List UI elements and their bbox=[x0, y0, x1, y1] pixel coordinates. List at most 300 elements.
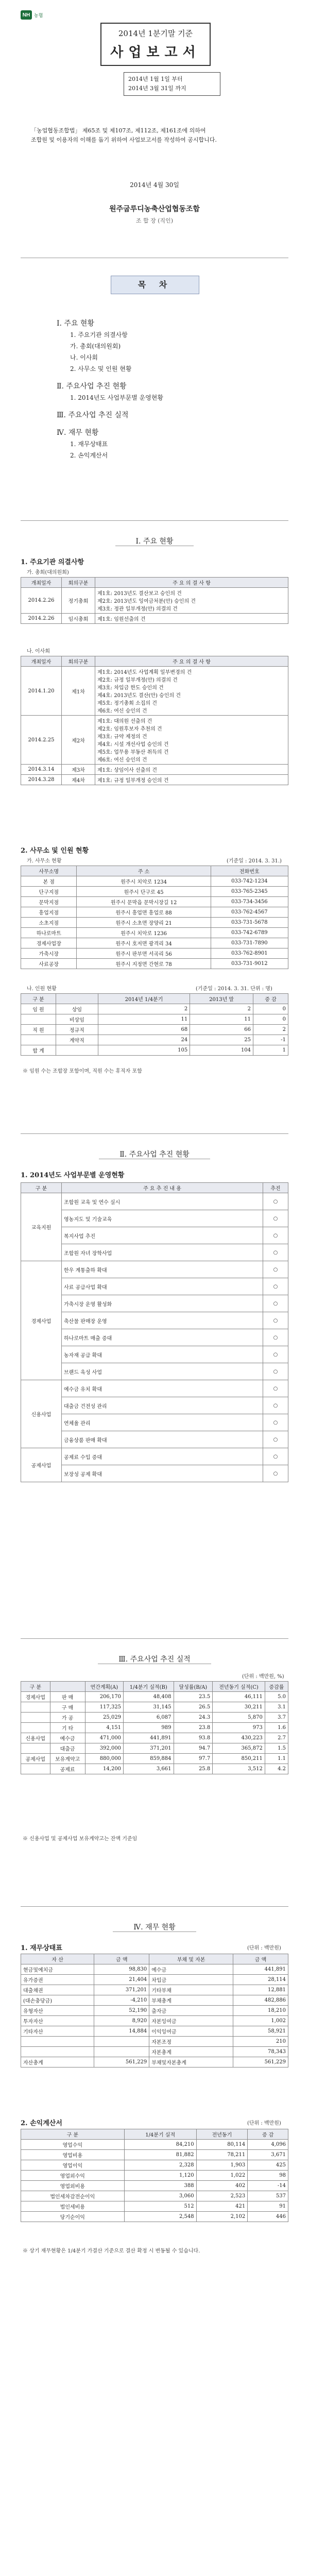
table-header-cell: 2014년 1/4분기 bbox=[98, 994, 190, 1004]
table-cell: -4,210 bbox=[94, 1995, 149, 2006]
table-cell: 033-731-9012 bbox=[211, 959, 288, 969]
table-header-cell: 1/4분기 실적(B) bbox=[124, 1682, 174, 1692]
table-cell: 392,000 bbox=[85, 1743, 123, 1754]
table-cell: 영업외수익 bbox=[21, 2171, 125, 2181]
table-header-row bbox=[21, 1954, 288, 1964]
table-header-cell: 회의구분 bbox=[62, 578, 95, 588]
table-row bbox=[21, 2160, 288, 2171]
table-row bbox=[21, 1975, 288, 1985]
table-cell: 425 bbox=[248, 2160, 288, 2171]
table-cell: 482,886 bbox=[233, 1995, 288, 2006]
table-cell: 2 bbox=[190, 1004, 253, 1014]
agenda-item: 제6호: 여신 승인의 건 bbox=[97, 708, 147, 714]
table-cell: 2.7 bbox=[265, 1733, 288, 1743]
business-mark: ○ bbox=[263, 1448, 288, 1465]
toc-section: Ⅰ. 주요 현황 bbox=[57, 319, 94, 328]
table-header-cell: 개최일자 bbox=[21, 656, 62, 667]
table-header-row bbox=[21, 656, 288, 667]
table-cell: 4.2 bbox=[265, 1764, 288, 1774]
table-cell: 402 bbox=[196, 2181, 248, 2191]
meeting-date: 2014.2.26 bbox=[21, 588, 62, 614]
table-cell: 446 bbox=[248, 2212, 288, 2222]
table-cell: 14,884 bbox=[94, 2026, 149, 2037]
table-cell: 예수금 bbox=[149, 1964, 233, 1975]
table-cell: 2,523 bbox=[196, 2191, 248, 2201]
office-table-wrap bbox=[21, 866, 288, 969]
table-cell: 원주시 흥업면 흥업로 88 bbox=[77, 907, 211, 918]
meeting-date: 2014.3.14 bbox=[21, 765, 62, 775]
table-cell: 1,903 bbox=[196, 2160, 248, 2171]
table-cell: 98 bbox=[248, 2171, 288, 2181]
table-cell: 예수금 bbox=[50, 1733, 85, 1743]
table-cell: 이익잉여금 bbox=[149, 2026, 233, 2037]
staff-table-wrap bbox=[21, 993, 288, 1056]
table-header-cell: 추진 bbox=[263, 1183, 288, 1193]
table-cell: 18,210 bbox=[233, 2006, 288, 2016]
table-cell: 033-742-6789 bbox=[211, 928, 288, 938]
business-table bbox=[21, 1182, 288, 1482]
table-header-cell: 주 요 의 결 사 항 bbox=[95, 656, 288, 667]
business-item: 대출금 건전성 관리 bbox=[62, 1397, 263, 1414]
meeting-items bbox=[95, 775, 288, 785]
section-title-2: Ⅱ. 주요사업 추진 현황 bbox=[0, 1149, 309, 1159]
table-row bbox=[21, 2181, 288, 2191]
table-cell: 원주시 판부면 서곡리 56 bbox=[77, 948, 211, 959]
period-from: 2014년 1월 1일 부터 bbox=[128, 76, 183, 82]
table-cell: 유형자산 bbox=[21, 2006, 94, 2016]
table-header-cell: 증 감 bbox=[248, 2129, 288, 2140]
business-mark: ○ bbox=[263, 1295, 288, 1312]
table-row bbox=[21, 876, 288, 887]
table-row bbox=[21, 1702, 288, 1713]
table-cell: 98,830 bbox=[94, 1964, 149, 1975]
table-row bbox=[21, 1014, 288, 1025]
business-mark: ○ bbox=[263, 1465, 288, 1482]
agenda-item: 제2호: 2013년도 잉여금처분(안) 승인의 건 bbox=[97, 599, 196, 604]
sub-title-decisions: 1. 주요기관 의결사항 bbox=[21, 558, 84, 566]
meeting-kind: 제3차 bbox=[62, 765, 95, 775]
table-cell: 94.7 bbox=[174, 1743, 213, 1754]
table-header-cell: 금 액 bbox=[233, 1954, 288, 1964]
table-cell: 출자금 bbox=[149, 2006, 233, 2016]
business-group: 경제사업 bbox=[21, 1261, 62, 1380]
sub-title-board: 나. 이사회 bbox=[27, 649, 50, 654]
table-row bbox=[21, 1723, 288, 1733]
table-row bbox=[21, 775, 288, 785]
table-cell: 105 bbox=[98, 1045, 190, 1056]
table-cell: 58,921 bbox=[233, 2026, 288, 2037]
table-cell: 공제료 bbox=[50, 1764, 85, 1774]
table-row bbox=[21, 1193, 288, 1210]
table-row bbox=[21, 959, 288, 969]
balance-sheet-wrap bbox=[21, 1954, 288, 2067]
table-cell: 기 타 bbox=[50, 1723, 85, 1733]
meeting-items bbox=[95, 614, 288, 624]
table-cell bbox=[94, 2037, 149, 2047]
table-row bbox=[21, 588, 288, 614]
office-date-note: (기준일 : 2014. 3. 31.) bbox=[227, 858, 282, 864]
table-cell: 정규직 bbox=[56, 1025, 98, 1035]
business-mark: ○ bbox=[263, 1227, 288, 1244]
business-item: 가축시장 운영 활성화 bbox=[62, 1295, 263, 1312]
table-header-cell: 자 산 bbox=[21, 1954, 94, 1964]
performance-table bbox=[21, 1681, 288, 1774]
table-cell: 1.1 bbox=[265, 1754, 288, 1764]
table-cell: 512 bbox=[124, 2201, 196, 2212]
divider bbox=[21, 1906, 288, 1907]
table-cell: 441,891 bbox=[233, 1964, 288, 1975]
meeting-items bbox=[95, 667, 288, 716]
board-table bbox=[21, 656, 288, 785]
business-mark: ○ bbox=[263, 1329, 288, 1346]
business-item: 농자재 공급 확대 bbox=[62, 1346, 263, 1363]
business-item: 연체율 관리 bbox=[62, 1414, 263, 1431]
nh-logo bbox=[21, 10, 43, 20]
table-cell: 033-762-4567 bbox=[211, 907, 288, 918]
meeting-date: 2014.3.28 bbox=[21, 775, 62, 785]
divider bbox=[21, 1638, 288, 1639]
agenda-item: 제4호: 2013년도 결산(안) 승인의 건 bbox=[97, 693, 181, 699]
table-row bbox=[21, 1995, 288, 2006]
table-cell: 033-734-3456 bbox=[211, 897, 288, 907]
table-cell bbox=[21, 1702, 50, 1713]
business-mark: ○ bbox=[263, 1363, 288, 1380]
agenda-item: 제1호: 2014년도 사업계획 일부변경의 건 bbox=[97, 670, 192, 675]
meeting-items bbox=[95, 716, 288, 765]
table-row bbox=[21, 667, 288, 716]
toc-item: 가. 총회(대의원회) bbox=[70, 343, 121, 350]
table-cell: 본 점 bbox=[21, 876, 77, 887]
table-header-cell: 증감률 bbox=[265, 1682, 288, 1692]
table-cell: 1.6 bbox=[265, 1723, 288, 1733]
table-header-cell: 주 요 의 결 사 항 bbox=[95, 578, 288, 588]
agenda-item: 제5호: 정기총회 소집의 건 bbox=[97, 701, 157, 706]
table-cell: 0 bbox=[253, 1014, 288, 1025]
table-row bbox=[21, 1754, 288, 1764]
table-cell: 388 bbox=[124, 2181, 196, 2191]
table-cell: 1,022 bbox=[196, 2171, 248, 2181]
table-cell: 원주시 단구로 45 bbox=[77, 887, 211, 897]
table-header-cell: 증 감 bbox=[253, 994, 288, 1004]
table-cell: 보유계약고 bbox=[50, 1754, 85, 1764]
table-cell: 78,211 bbox=[196, 2150, 248, 2160]
table-header-cell: 부채 및 자본 bbox=[149, 1954, 233, 1964]
table-row bbox=[21, 1713, 288, 1723]
section-title-3: Ⅲ. 주요사업 추진 실적 bbox=[0, 1654, 309, 1664]
notice-line: 조합원 및 이용자의 이해를 돕기 위하여 사업보고서를 작성하여 공시합니다. bbox=[31, 137, 217, 143]
table-cell: 상임 bbox=[56, 1004, 98, 1014]
table-header-cell: 구 분 bbox=[21, 1682, 50, 1692]
table-cell: 현금및예치금 bbox=[21, 1964, 94, 1975]
business-item: 브랜드 육성 사업 bbox=[62, 1363, 263, 1380]
table-cell: 영업수익 bbox=[21, 2140, 125, 2150]
table-cell: 2 bbox=[98, 1004, 190, 1014]
table-header-row bbox=[21, 994, 288, 1004]
balance-sheet-table bbox=[21, 1954, 288, 2067]
business-mark: ○ bbox=[263, 1380, 288, 1397]
business-mark: ○ bbox=[263, 1312, 288, 1329]
notice bbox=[31, 126, 278, 145]
table-cell: 561,229 bbox=[94, 2057, 149, 2067]
title-line2: 사업보고서 bbox=[110, 45, 201, 60]
meeting-kind: 임시총회 bbox=[62, 614, 95, 624]
agenda-item: 제1호: 대의원 선출의 건 bbox=[97, 719, 152, 724]
business-item: 공제료 수입 증대 bbox=[62, 1448, 263, 1465]
logo-sub: 농협 bbox=[34, 12, 43, 18]
table-cell: 비상임 bbox=[56, 1014, 98, 1025]
table-cell: 자산총계 bbox=[21, 2057, 94, 2067]
table-cell: 사료공장 bbox=[21, 959, 77, 969]
business-group: 신용사업 bbox=[21, 1380, 62, 1448]
divider bbox=[21, 1133, 288, 1134]
table-header-cell: 구 분 bbox=[21, 994, 56, 1004]
business-table-wrap bbox=[21, 1182, 288, 1482]
meeting-kind: 정기총회 bbox=[62, 588, 95, 614]
toc-item: 2. 손익계산서 bbox=[70, 452, 108, 459]
table-cell: 421 bbox=[196, 2201, 248, 2212]
business-mark: ○ bbox=[263, 1261, 288, 1278]
business-item: 보장성 공제 확대 bbox=[62, 1465, 263, 1482]
table-header-cell: 달성률(B/A) bbox=[174, 1682, 213, 1692]
table-cell: 투자자산 bbox=[21, 2016, 94, 2026]
staff-table bbox=[21, 993, 288, 1056]
table-cell bbox=[21, 1723, 50, 1733]
table-header-cell: 전년동기 실적(C) bbox=[213, 1682, 265, 1692]
table-cell: 537 bbox=[248, 2191, 288, 2201]
assembly-table-wrap bbox=[21, 577, 288, 624]
table-cell: 영업이익 bbox=[21, 2160, 125, 2171]
table-cell: 자본총계 bbox=[149, 2047, 233, 2057]
sub-title-balance-sheet: 1. 재무상태표 bbox=[21, 1944, 62, 1952]
table-row bbox=[21, 614, 288, 624]
pl-unit-note: (단위 : 백만원) bbox=[247, 2121, 281, 2126]
agenda-item: 제2호: 임원후보자 추천의 건 bbox=[97, 726, 162, 732]
table-row bbox=[21, 1045, 288, 1056]
table-row bbox=[21, 1985, 288, 1995]
table-row bbox=[21, 1964, 288, 1975]
table-header-row bbox=[21, 578, 288, 588]
table-cell: 561,229 bbox=[233, 2057, 288, 2067]
meeting-date: 2014.2.25 bbox=[21, 716, 62, 765]
table-cell: 28,114 bbox=[233, 1975, 288, 1985]
toc-item: 1. 2014년도 사업부문별 운영현황 bbox=[70, 394, 163, 401]
table-row bbox=[21, 2037, 288, 2047]
table-row bbox=[21, 2191, 288, 2201]
meeting-date: 2014.1.20 bbox=[21, 667, 62, 716]
table-of-contents bbox=[57, 312, 263, 461]
table-row bbox=[21, 1733, 288, 1743]
bs-unit-note: (단위 : 백만원) bbox=[247, 1945, 281, 1951]
table-cell: 850,211 bbox=[213, 1754, 265, 1764]
table-cell: 영업비용 bbox=[21, 2150, 125, 2160]
table-cell bbox=[21, 1764, 50, 1774]
table-cell: 11 bbox=[98, 1014, 190, 1025]
table-cell: 유가증권 bbox=[21, 1975, 94, 1985]
table-header-cell: 사무소명 bbox=[21, 866, 77, 876]
table-cell: 12,881 bbox=[233, 1985, 288, 1995]
agenda-item: 제3호: 정관 일부개정(안) 의결의 건 bbox=[97, 606, 178, 612]
notice-line: 「농업협동조합법」 제65조 및 제107조, 제112조, 제161조에 의하여 bbox=[31, 127, 206, 134]
toc-item: 1. 재무상태표 bbox=[70, 440, 108, 448]
table-row bbox=[21, 938, 288, 948]
org-name: 원주굽루디농축산업협동조합 bbox=[109, 205, 200, 213]
table-header-row bbox=[21, 1183, 288, 1193]
table-cell: 2,328 bbox=[124, 2160, 196, 2171]
office-table bbox=[21, 866, 288, 969]
table-cell: 25.8 bbox=[174, 1764, 213, 1774]
business-mark: ○ bbox=[263, 1414, 288, 1431]
sub-title-offices: 2. 사무소 및 인원 현황 bbox=[21, 847, 89, 855]
toc-section: Ⅲ. 주요사업 추진 실적 bbox=[57, 411, 129, 419]
table-cell: 25 bbox=[190, 1035, 253, 1045]
business-mark: ○ bbox=[263, 1244, 288, 1261]
table-cell: 1 bbox=[253, 1045, 288, 1056]
table-header-cell bbox=[56, 994, 98, 1004]
table-cell: 033-742-1234 bbox=[211, 876, 288, 887]
table-header-row bbox=[21, 1682, 288, 1692]
table-cell: 48,408 bbox=[124, 1692, 174, 1702]
table-cell: 직 원 bbox=[21, 1025, 56, 1035]
table-cell: 81,882 bbox=[124, 2150, 196, 2160]
table-cell bbox=[21, 1014, 56, 1025]
business-item: 한우 계통출하 확대 bbox=[62, 1261, 263, 1278]
table-cell: 부채총계 bbox=[149, 1995, 233, 2006]
staff-date-note: (기준일 : 2014. 3. 31. 단위 : 명) bbox=[196, 986, 272, 992]
business-mark: ○ bbox=[263, 1210, 288, 1227]
perf-unit-note: (단위 : 백만원, %) bbox=[242, 1674, 284, 1680]
agenda-item: 제1호: 2013년도 결산보고 승인의 건 bbox=[97, 591, 182, 597]
table-row bbox=[21, 2171, 288, 2181]
table-row bbox=[21, 2006, 288, 2016]
table-cell: 46,111 bbox=[213, 1692, 265, 1702]
toc-section: Ⅳ. 재무 현황 bbox=[57, 429, 99, 437]
agenda-item: 제2호: 규정 일부개정(안) 의결의 건 bbox=[97, 677, 178, 683]
table-row bbox=[21, 2057, 288, 2067]
table-row bbox=[21, 948, 288, 959]
table-row bbox=[21, 765, 288, 775]
table-cell: 1,002 bbox=[233, 2016, 288, 2026]
table-row bbox=[21, 1025, 288, 1035]
table-cell: 기타부채 bbox=[149, 1985, 233, 1995]
table-cell: 대출채권 bbox=[21, 1985, 94, 1995]
table-header-cell: 전화번호 bbox=[211, 866, 288, 876]
table-header-cell: 1/4분기 실적 bbox=[124, 2129, 196, 2140]
table-row bbox=[21, 2140, 288, 2150]
table-row bbox=[21, 1764, 288, 1774]
business-item: 영농지도 및 기술교육 bbox=[62, 1210, 263, 1227]
table-cell: 78,343 bbox=[233, 2047, 288, 2057]
table-row bbox=[21, 1743, 288, 1754]
table-cell: 210 bbox=[233, 2037, 288, 2047]
table-header-cell: 개최일자 bbox=[21, 578, 62, 588]
table-cell: 24.3 bbox=[174, 1713, 213, 1723]
table-cell: 25,029 bbox=[85, 1713, 123, 1723]
table-cell: 880,000 bbox=[85, 1754, 123, 1764]
title-line1: 2014년 1분기말 기준 bbox=[118, 29, 193, 38]
table-cell: 구 매 bbox=[50, 1702, 85, 1713]
table-cell: 989 bbox=[124, 1723, 174, 1733]
business-mark: ○ bbox=[263, 1193, 288, 1210]
table-cell: 430,223 bbox=[213, 1733, 265, 1743]
table-cell: 033-765-2345 bbox=[211, 887, 288, 897]
table-cell: 소초지점 bbox=[21, 918, 77, 928]
table-row bbox=[21, 2150, 288, 2160]
table-cell: 경제사업장 bbox=[21, 938, 77, 948]
agenda-item: 제3호: 규약 제정의 건 bbox=[97, 734, 147, 740]
table-cell: 기타자산 bbox=[21, 2026, 94, 2037]
table-cell: 3,512 bbox=[213, 1764, 265, 1774]
table-cell: 0 bbox=[253, 1004, 288, 1014]
table-cell: 가 공 bbox=[50, 1713, 85, 1723]
table-cell: 471,000 bbox=[85, 1733, 123, 1743]
table-cell bbox=[56, 1045, 98, 1056]
sub-title-staff: 나. 인원 현황 bbox=[27, 986, 57, 992]
table-cell: 문막지점 bbox=[21, 897, 77, 907]
table-cell: 23.5 bbox=[174, 1692, 213, 1702]
table-cell: 영업외비용 bbox=[21, 2181, 125, 2191]
performance-table-wrap bbox=[21, 1681, 288, 1774]
meeting-kind: 제2차 bbox=[62, 716, 95, 765]
perf-footnote: ※ 신용사업 및 공제사업 보유계약고는 잔액 기준임 bbox=[23, 1836, 138, 1842]
table-cell: 30,211 bbox=[213, 1702, 265, 1713]
staff-footnote: ※ 임원 수는 조합장 포함이며, 직원 수는 휴직자 포함 bbox=[23, 1069, 142, 1074]
table-cell: 당기순이익 bbox=[21, 2212, 125, 2222]
table-cell: 033-731-5678 bbox=[211, 918, 288, 928]
table-cell: 합 계 bbox=[21, 1045, 56, 1056]
business-item: 복지사업 추진 bbox=[62, 1227, 263, 1244]
table-cell: 4,096 bbox=[248, 2140, 288, 2150]
table-cell: 859,884 bbox=[124, 1754, 174, 1764]
meeting-items bbox=[95, 588, 288, 614]
toc-item: 1. 주요기관 의결사항 bbox=[70, 331, 128, 338]
table-header-cell: 전년동기 bbox=[196, 2129, 248, 2140]
table-row bbox=[21, 1035, 288, 1045]
sub-title-assembly: 가. 총회(대의원회) bbox=[27, 570, 69, 575]
business-item: 축산물 판매장 운영 bbox=[62, 1312, 263, 1329]
table-header-cell: 2013년 말 bbox=[190, 994, 253, 1004]
table-cell: 68 bbox=[98, 1025, 190, 1035]
business-item: 금융상품 판매 확대 bbox=[62, 1431, 263, 1448]
table-cell: 26.5 bbox=[174, 1702, 213, 1713]
table-row bbox=[21, 918, 288, 928]
table-row bbox=[21, 928, 288, 938]
table-cell: 공제사업 bbox=[21, 1754, 50, 1764]
table-cell bbox=[21, 2037, 94, 2047]
period-box bbox=[124, 72, 220, 96]
table-row bbox=[21, 897, 288, 907]
agenda-item: 제4호: 시설 개선사업 승인의 건 bbox=[97, 742, 169, 748]
table-cell: 신용사업 bbox=[21, 1733, 50, 1743]
toc-header: 목 차 bbox=[111, 276, 199, 294]
table-header-cell: 연간계획(A) bbox=[85, 1682, 123, 1692]
table-cell: 97.7 bbox=[174, 1754, 213, 1764]
table-cell: 8,920 bbox=[94, 2016, 149, 2026]
agenda-item: 제5호: 업무용 부동산 취득의 건 bbox=[97, 750, 169, 755]
table-cell: 3.7 bbox=[265, 1713, 288, 1723]
table-row bbox=[21, 2212, 288, 2222]
table-header-cell: 구 분 bbox=[21, 1183, 62, 1193]
table-row bbox=[21, 2201, 288, 2212]
table-header-cell: 금 액 bbox=[94, 1954, 149, 1964]
table-cell: 6,087 bbox=[124, 1713, 174, 1723]
table-cell: 자본조정 bbox=[149, 2037, 233, 2047]
table-cell: 원주시 치악로 1236 bbox=[77, 928, 211, 938]
board-table-wrap bbox=[21, 656, 288, 785]
table-row bbox=[21, 907, 288, 918]
table-cell: 원주시 호저면 광격리 34 bbox=[77, 938, 211, 948]
table-cell: 판 매 bbox=[50, 1692, 85, 1702]
table-cell: 3,671 bbox=[248, 2150, 288, 2160]
